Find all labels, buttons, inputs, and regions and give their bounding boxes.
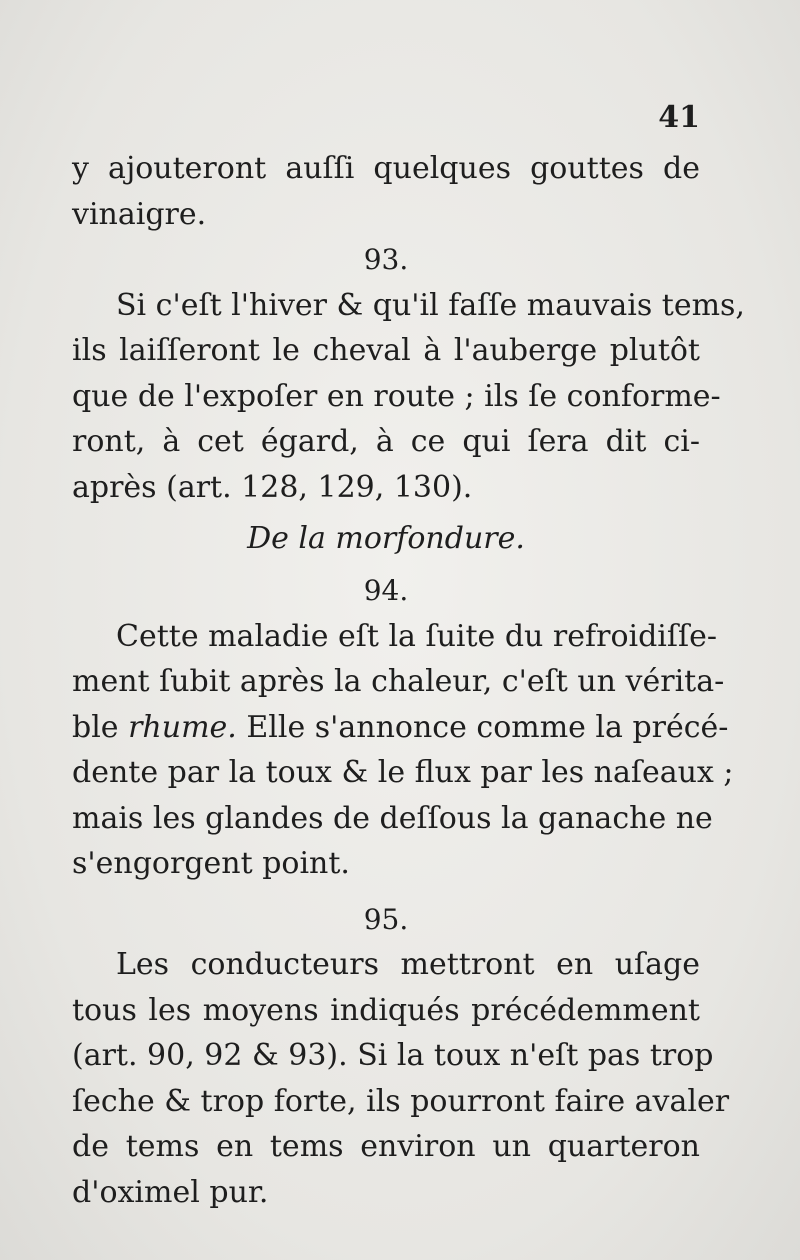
italic-term: rhume.: [128, 709, 237, 745]
article-number-93: 93.: [363, 243, 409, 276]
text-segment: Elle s'annonce comme la précé-: [236, 709, 729, 745]
text-line: d'oximel pur.: [72, 1174, 269, 1210]
text-line: dente par la toux & le flux par les naſeaux ;: [72, 755, 734, 790]
text-line: ſeche & trop forte, ils pourront faire avaler: [72, 1083, 730, 1119]
text-line: Si c'eſt l'hiver & qu'il faſſe mauvais tems,: [116, 287, 745, 323]
text-line: de tems en tems environ un quarteron: [72, 1129, 700, 1164]
text-line: après (art. 128, 129, 130).: [72, 469, 473, 505]
text-line: ils laiſſeront le cheval à l'auberge plutôt: [72, 333, 700, 368]
page-number: 41: [658, 100, 700, 135]
text-line: s'engorgent point.: [72, 846, 350, 881]
text-line: ront, à cet égard, à ce qui ſera dit ci-: [72, 424, 700, 459]
text-segment: ble: [72, 709, 129, 745]
spacer: [72, 887, 700, 897]
text-line: [72, 705, 729, 751]
text-line: Cette maladie eſt la ſuite du refroidiſſe-: [116, 618, 717, 654]
text-line: y ajouteront auſſi quelques gouttes de: [72, 151, 700, 186]
text-line: tous les moyens indiqués précédemment: [72, 992, 700, 1028]
article-number-95: 95.: [363, 902, 409, 936]
text-line: Les conducteurs mettront en uſage: [116, 947, 700, 982]
text-line: vinaigre.: [72, 196, 207, 232]
page-text: [72, 146, 745, 1215]
text-line: (art. 90, 92 & 93). Si la toux n'eſt pas trop: [72, 1038, 714, 1073]
text-line: mais les glandes de deſſous la ganache ne: [72, 800, 713, 836]
text-line: ment ſubit après la chaleur, c'eſt un vérita-: [72, 664, 725, 699]
section-heading: De la morfondure.: [247, 521, 525, 556]
article-number-94: 94.: [363, 574, 409, 607]
text-line: que de l'expoſer en route ; ils ſe conforme-: [72, 378, 721, 414]
